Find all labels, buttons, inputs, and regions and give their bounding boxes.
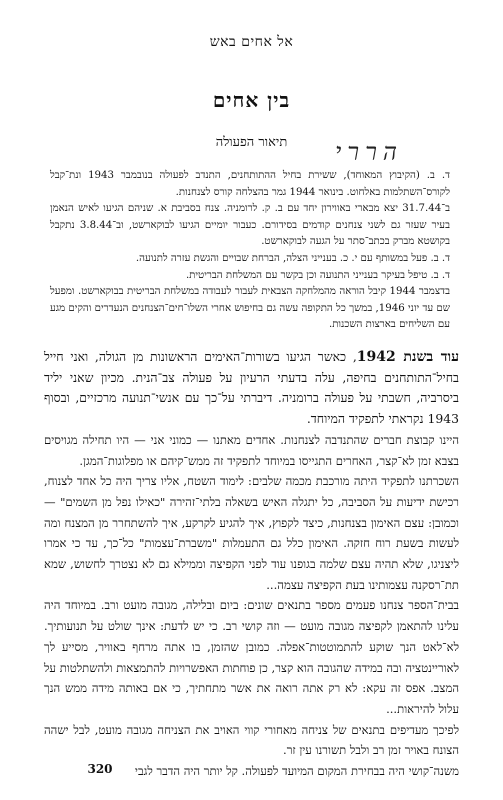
body-paragraph: בבית־הספר צנחנו פעמים מספר בתנאים שונים: ביום ובלילה, מגובה מועט ורב. במיוחד היה עלינו להתאמן לקפיצה מגובה מועט — וזה קושי רב. כי יש לדעת: אינך שולט על תנועותיך. לא־לאט הנך שוקע להתמוטטות־אפלה. כמובן שהזמן, בו אתה מרחף באוויר, מסייע לך לאוריינטציה ובה במידה שהגובה הוא קצר, כן פוחתות האפשרויות להתמצאות ולהשתלטות על המצב. אפס זה עקא: לא רק אתה רואה את אשר מתחתיך, כי אם באותה מידה ממש הנך עלול להיראות... — [44, 598, 459, 716]
body-paragraph: משנה־קושי היה בבחירת המקום המיועד לפעולה. קל יותר היה הדבר לגבי — [134, 764, 459, 779]
main-text — [44, 347, 459, 782]
opening-rest: , כאשר הגיעו בשורות־האימים הראשונות מן הגולה, ואני חייל בחיל־התותחנים בחיפה, עלה בדעתי הרעיון על פעולה צב־הנית. מכיון שאני יליד ביסרביה, חשבתי על פעולה ברומניה. דיברתי על־כך עם אנשי־תנועה מרכזיים, ובסוף 1943 נקראתי לתפקיד המיוחד. — [44, 349, 459, 427]
bio-paragraph: ד. ב. (הקיבוץ המאוחד), ששירת בחיל ההתותחנים, התנדב לפעולה בנובמבר 1943 ונת־קבל לקורס־השתלמות באלחוט. בינואר 1944 גמר בהצלחה קורס לצנחנות. — [50, 170, 450, 198]
bio-paragraph: ד. ב. פעל במשותף עם י. כ. בענייני הצלה, הברחת שבויים והגשת עזרה לתנועה. — [135, 252, 450, 264]
bio-paragraph: בדצמבר 1944 קיבל הוראה מהמלחקה הצבאית לעבור לעבודה במשלחת הבריטית בבוקארשט. ומפעל שם עד יוני 1946, במשך כל התקופה עשה גם בחיפוש אחרי השלו־חים־הצנחנים הנעדרים והקים מגע עם השליחים בארצות השכנות. — [50, 286, 450, 331]
opening-paragraph — [44, 347, 459, 430]
section-title: תיאור הפעולה — [215, 135, 288, 150]
biography-block — [50, 168, 450, 334]
bio-paragraph: ד. ב. טיפל בעיקר בענייני התנועה וכן בקשר עם המשלחת הבריטית. — [185, 269, 450, 281]
opening-lead: עוד בשנת 1942 — [356, 349, 459, 365]
body-paragraph: השכרתנו לתפקיד היתה מורכבת מכמה שלבים: לימוד השטח, אליו צריך היה כל אחד לצנוח, רכישת ידיעות על הסביבה, כל יתגלה האיש בשאלה בלתי־זהירה "כאילו נפל מן השמים" — וכמובן: עצם האימון בצנחנות, כיצד לקפוץ, איך להגיע לקרקע, איך להשתחרר מן המצנח ומה לעשות בשעת רוח חזקה. האימון כלל גם התעמלות "משברת־עצמות" כל־כך, עד כי אמרו ליצניגו, שלא תהיה עצם שלמה בגופנו עוד לפני הקפיצה וממילא גם לא נצטרך לחשוש, שמא תת־רסקנה עצמותינו בעת הקפיצה עצמה... — [44, 474, 459, 592]
body-paragraph: היינו קבוצת חברים שהתנדבה לצנחנות. אחדים מאתנו — כמוני אני — היו תחילה מגויסים בצבא זמן לא־קצר, האחרים התגייסו במיוחד לתפקיד זה ממש־קיהם או מפלוגות־המגן. — [44, 432, 459, 468]
bio-paragraph: ב־31.7.44 יצא מבארי באווירון יחד עם ב. ק. לרומניה. צנח בסביבת א. שניהם הגיעו לאיש הנאמן בעיר שעזר גם לשני צנחנים קודמים בסידורם. כעבור יומיים הגיעו לבוקארשט, וב־3.8.44 נתקבל בקושטא מברק בכתב־סתר על הגעה לבוקארשט. — [50, 203, 450, 248]
body-paragraph: לפיכך מעדיפים בתנאים של צניחה מאחורי קווי האויב את הצניחה מגובה מועט, לבל ישהה הצונח באויר זמן רב ולבל תשורנו עין זר. — [44, 722, 459, 758]
page-number: 320 — [87, 762, 113, 776]
running-head: אל אחים באש — [209, 34, 294, 50]
chapter-title: בין אחים — [212, 88, 291, 112]
handwritten-note: הררי — [335, 138, 403, 166]
